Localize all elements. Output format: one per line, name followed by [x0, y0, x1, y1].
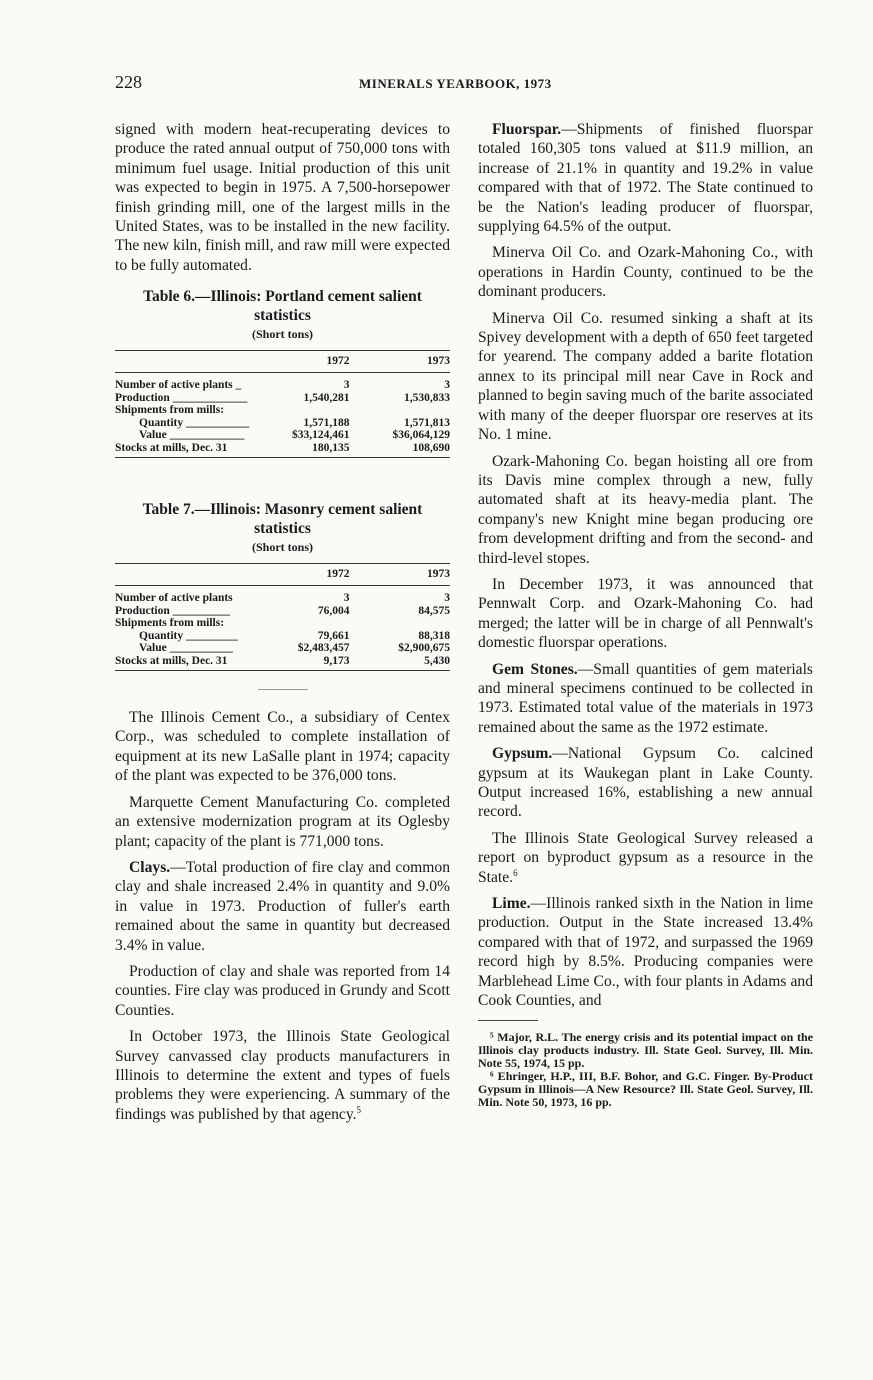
run-in-heading: Gem Stones. [492, 660, 578, 678]
footnote-5: ⁵ Major, R.L. The energy crisis and its potential impact on the Illinois clay products industry. Ill. State Geol. Survey, Ill. Min. Note 55, 1974, 15 pp. [478, 1030, 813, 1071]
table-row [115, 642, 450, 655]
table-header-row [115, 563, 450, 586]
page-number: 228 [115, 72, 142, 92]
paragraph-gypsum [478, 744, 813, 822]
running-title: MINERALS YEARBOOK, 1973 [359, 76, 552, 91]
table-6 [115, 350, 450, 459]
footnote-rule [478, 1020, 538, 1025]
paragraph-text: —Small quantities of gem materials and mineral specimens continued to be collected in 1973. Estimated total value of the materials in 1973 remained about the same as the 1972 estimate. [478, 660, 813, 736]
cell-1972: 1,540,281 [303, 391, 350, 404]
table-7-title: Table 7.—Illinois: Masonry cement salient statistics [142, 501, 423, 538]
section-divider [258, 689, 308, 690]
cell-1972: 9,173 [262, 655, 349, 671]
table-row [115, 605, 450, 618]
paragraph: Minerva Oil Co. resumed sinking a shaft at its Spivey development with a depth of 650 feet targeted for yearend. The company added a barite flotation annex to its principal mill near Cave in Rock and planned to begin saving much of the barite associated with many of the deeper fluorspar ore reserves at its No. 1 mine. [478, 309, 813, 444]
paragraph-fluorspar [478, 120, 813, 236]
paragraph: Ozark-Mahoning Co. began hoisting all ore from its Davis mine complex through a new, fully automated shaft at its heavy-media plant. The company's new Knight mine began producing ore from development drifting and from the second- and third-level stopes. [478, 452, 813, 567]
cell-1973 [349, 404, 450, 417]
table-row [115, 429, 450, 442]
table-row [115, 586, 450, 605]
paragraph-with-footnote [478, 829, 813, 887]
cell-1972: 180,135 [262, 442, 349, 458]
footnote-ref: 6 [513, 867, 518, 878]
table-header-cell [115, 350, 262, 373]
row-label: Production _____________ [115, 391, 248, 404]
table-row [115, 442, 450, 458]
footnote-ref: 5 [356, 1104, 362, 1115]
paragraph: signed with modern heat-recuperating devices to produce the rated annual output of 750,000 tons with minimum fuel usage. Initial production of this unit was expected to begin in 1975. A 7,500-horsepower finish grinding mill, one of the largest mills in the United States, was to be installed in the new facility. The new kiln, finish mill, and raw mill were expected to be fully automated. [115, 121, 450, 274]
paragraph-clays [115, 858, 450, 955]
paragraph-lime [478, 894, 813, 1010]
table-row [115, 617, 450, 630]
cell-1972: 3 [343, 592, 350, 605]
paragraph-gem-stones [478, 660, 813, 738]
left-column [115, 120, 450, 1131]
table-row [115, 392, 450, 405]
run-in-heading: Fluorspar. [492, 121, 562, 138]
cell-1973: $36,064,129 [392, 429, 450, 442]
cell-1973: 84,575 [418, 604, 450, 617]
run-in-heading: Gypsum. [492, 745, 553, 763]
cell-1972 [262, 404, 349, 417]
cell-1972: 1,571,188 [303, 416, 350, 429]
row-label: Quantity ___________ [139, 416, 250, 429]
paragraph: The Illinois Cement Co., a subsidiary of Centex Corp., was scheduled to complete installation of equipment at its new LaSalle plant in 1974; capacity of the plant was expected to be 376,000 tons. [115, 709, 450, 785]
run-in-heading: Lime. [492, 895, 531, 913]
table-row [115, 417, 450, 430]
table-6-subtitle: (Short tons) [251, 327, 313, 342]
right-column [478, 120, 813, 1109]
table-7-subtitle: (Short tons) [251, 540, 313, 555]
cell-1973 [349, 617, 450, 630]
paragraph: In December 1973, it was announced that Pennwalt Corp. and Ozark-Mahoning Co. had merged; the latter will be in charge of all Pennwalt's domestic fluorspar operations. [478, 575, 813, 652]
table-7 [115, 563, 450, 672]
table-row [115, 404, 450, 417]
row-label: Value ___________ [139, 642, 233, 655]
row-label: Number of active plants [115, 592, 233, 605]
row-label: Number of active plants _ [115, 379, 242, 392]
cell-1973: 3 [444, 592, 450, 605]
cell-1972: 79,661 [317, 629, 350, 642]
table-header-cell: 1973 [349, 563, 450, 586]
table-header-cell: 1973 [349, 350, 450, 373]
row-label: Value _____________ [139, 429, 245, 442]
page-header [115, 72, 815, 96]
row-label: Stocks at mills, Dec. 31 [115, 442, 262, 458]
paragraph-text: —Illinois ranked sixth in the Nation in lime production. Output in the State increased 13.4% compared with that of 1972, and surpassed the 1969 record high by 8.5%. Producing companies were Marblehead Lime Co., with four plants in Adams and Cook Counties, and [478, 895, 813, 1010]
cell-1973: 1,530,833 [404, 391, 450, 404]
cell-1972: 3 [343, 379, 350, 392]
cell-1973: 5,430 [349, 655, 450, 671]
table-6-title: Table 6.—Illinois: Portland cement salient statistics [143, 288, 422, 325]
table-header-cell [115, 563, 262, 586]
cell-1972: 76,004 [317, 604, 350, 617]
footnote-6: ⁶ Ehringer, H.P., III, B.F. Bohor, and G.C. Finger. By-Product Gypsum in Illinois—A New Resource? Ill. State Geol. Survey, Ill. Min. Note 50, 1973, 16 pp. [478, 1069, 813, 1110]
footnotes [478, 1031, 813, 1109]
row-label: Quantity _________ [139, 629, 238, 642]
cell-1972 [262, 617, 349, 630]
cell-1973: 3 [444, 379, 450, 392]
table-row [115, 655, 450, 671]
cell-1972: $2,483,457 [297, 642, 350, 655]
table-header-row [115, 350, 450, 373]
row-label: Shipments from mills: [115, 617, 225, 630]
paragraph: Minerva Oil Co. and Ozark-Mahoning Co., with operations in Hardin County, continued to be the dominant producers. [478, 244, 813, 301]
table-header-cell: 1972 [262, 350, 349, 373]
cell-1972: $33,124,461 [291, 429, 350, 442]
paragraph-text: In October 1973, the Illinois State Geological Survey canvassed clay products manufacturers in Illinois to determine the extent and types of fuels problems they were experiencing. A summary of the findings was published by that agency. [115, 1028, 450, 1123]
paragraph-text: —National Gypsum Co. calcined gypsum at its Waukegan plant in Lake County. Output increased 16%, establishing a new annual record. [478, 745, 813, 821]
cell-1973: $2,900,675 [398, 642, 450, 655]
table-row [115, 630, 450, 643]
cell-1973: 108,690 [349, 442, 450, 458]
paragraph: Marquette Cement Manufacturing Co. completed an extensive modernization program at its Oglesby plant; capacity of the plant is 771,000 tons. [115, 793, 450, 850]
cell-1973: 1,571,813 [404, 416, 450, 429]
paragraph-text: —Total production of fire clay and common clay and shale increased 2.4% in quantity and 9.0% in value in 1973. Production of fuller's earth remained about the same in quantity but decreased 3.4% in value. [115, 858, 450, 954]
paragraph-with-footnote [115, 1027, 450, 1124]
run-in-heading: Clays. [129, 858, 171, 876]
paragraph-text: —Shipments of finished fluorspar totaled 160,305 tons valued at $11.9 million, an increase of 21.1% in quantity and 19.2% in value compared with that of 1972. The State continued to be the Nation's leading producer of fluorspar, supplying 64.5% of the output. [478, 121, 813, 236]
cell-1973: 88,318 [418, 629, 450, 642]
table-header-cell: 1972 [262, 563, 349, 586]
row-label: Shipments from mills: [115, 404, 225, 417]
paragraph: Production of clay and shale was reported from 14 counties. Fire clay was produced in Grundy and Scott Counties. [115, 962, 450, 1019]
row-label: Production __________ [115, 604, 231, 617]
table-row [115, 373, 450, 392]
paragraph-text: The Illinois State Geological Survey released a report on byproduct gypsum as a resource in the State. [478, 829, 813, 886]
row-label: Stocks at mills, Dec. 31 [115, 655, 262, 671]
